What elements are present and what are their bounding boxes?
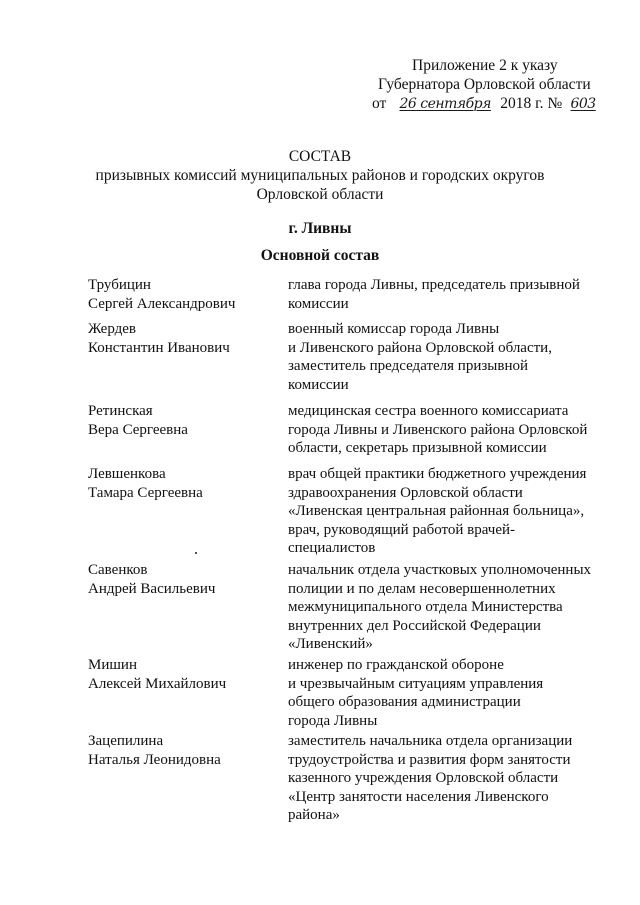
member-row <box>88 402 612 465</box>
section-heading: Основной состав <box>260 247 380 264</box>
member-role: медицинская сестра военного комиссариата города Ливны и Ливенского района Орловской области, секретарь призывной комиссии <box>288 403 588 456</box>
member-name <box>88 656 288 732</box>
member-role: инженер по гражданской обороне и чрезвычайным ситуациям управления общего образования администрации города Ливны <box>288 657 544 729</box>
member-surname: Мишин <box>88 657 137 673</box>
members-list <box>88 276 612 832</box>
member-given-name: Наталья Леонидовна <box>88 751 221 768</box>
handwritten-number: 603 <box>570 96 596 112</box>
scan-speck <box>195 552 197 554</box>
annex-year: 2018 г. <box>500 95 544 112</box>
member-role: заместитель начальника отдела организации трудоустройства и развития форм занятости казенного учреждения Орловской области «Центр занятости населения Ливенского района» <box>288 733 573 823</box>
member-given-name: Константин Иванович <box>88 339 230 356</box>
member-given-name: Андрей Васильевич <box>88 580 216 597</box>
member-row <box>88 656 612 732</box>
member-role: начальник отдела участковых уполномоченных полиции и по делам несовершеннолетних межмуниципального отдела Министерства внутренних дел Российской Федерации «Ливенский» <box>288 562 592 652</box>
handwritten-date: 26 сентября <box>399 96 491 112</box>
member-given-name: Вера Сергеевна <box>88 421 188 438</box>
annex-number-label: № <box>547 95 563 112</box>
member-surname: Зацепилина <box>88 733 164 749</box>
document-subtitle-line1: призывных комиссий муниципальных районов и городских округов <box>95 167 545 184</box>
member-surname: Левшенкова <box>88 466 166 482</box>
document-subtitle-line2: Орловской области <box>256 186 384 203</box>
city-heading: г. Ливны <box>288 220 352 237</box>
member-role: военный комиссар города Ливны и Ливенского района Орловской области, заместитель председателя призывной комиссии <box>288 321 552 393</box>
member-surname: Савенков <box>88 562 148 578</box>
member-role: глава города Ливны, председатель призывной комиссии <box>288 277 580 312</box>
member-name <box>88 732 288 832</box>
member-surname: Трубицин <box>88 277 151 293</box>
member-given-name: Тамара Сергеевна <box>88 484 203 501</box>
annex-date-number <box>372 94 612 114</box>
member-given-name: Сергей Александрович <box>88 295 236 312</box>
member-name <box>88 561 288 656</box>
member-surname: Жердев <box>88 321 137 337</box>
member-role: врач общей практики бюджетного учреждения здравоохранения Орловской области «Ливенская центральная районная больница», врач, руководящий работой врачей- специалистов <box>288 466 587 556</box>
annex-from-label: от <box>372 95 387 112</box>
member-name <box>88 465 288 561</box>
member-name <box>88 276 288 320</box>
member-given-name: Алексей Михайлович <box>88 675 227 692</box>
member-name <box>88 402 288 465</box>
member-row <box>88 732 612 832</box>
member-name <box>88 320 288 402</box>
member-row <box>88 465 612 561</box>
annex-title: Приложение 2 к указу <box>412 57 558 74</box>
member-surname: Ретинская <box>88 403 153 419</box>
member-row <box>88 561 612 656</box>
member-row <box>88 320 612 402</box>
document-title: СОСТАВ <box>288 148 352 165</box>
annex-header <box>372 56 612 114</box>
annex-issuer: Губернатора Орловской области <box>378 76 591 93</box>
member-row <box>88 276 612 320</box>
